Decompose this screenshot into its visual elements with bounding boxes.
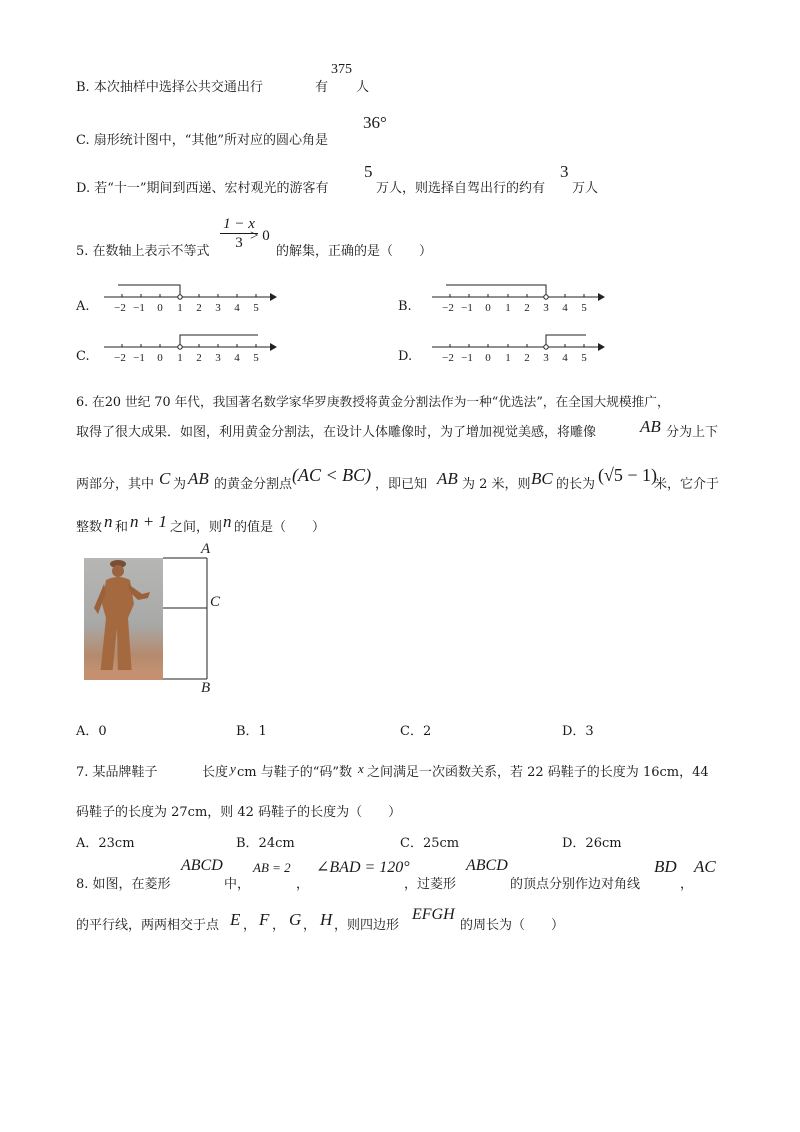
q5-label-a: A. xyxy=(76,299,90,314)
q6-line4-a: 整数 xyxy=(76,520,103,535)
q7-line1-x: x xyxy=(358,761,364,776)
q8-line1-b: 中， xyxy=(224,877,251,892)
q8-comma2: ， xyxy=(680,877,694,892)
q7-line1-a: 7. 某品牌鞋子 xyxy=(76,765,158,780)
q6-line4-n: n xyxy=(104,512,113,531)
q4-option-b xyxy=(76,76,263,95)
q4-option-c-value: 36° xyxy=(363,113,387,132)
q6-line3-condition: (AC < BC) xyxy=(292,465,372,485)
statue-silhouette xyxy=(84,558,163,680)
solution-bracket xyxy=(180,335,258,344)
q7-option-b: B．24cm xyxy=(236,836,295,851)
q5-numberline-d xyxy=(428,330,606,366)
tick-label: 5 xyxy=(581,302,587,314)
q6-option-d: D．3 xyxy=(562,724,594,739)
tick-label: 4 xyxy=(562,352,568,364)
q6-line4-c: 之间，则 xyxy=(170,520,223,535)
point-a-label: A xyxy=(201,541,211,557)
tick-label: 5 xyxy=(253,352,259,364)
q8-point-h: H xyxy=(320,910,333,929)
q4-option-b-text: B. 本次抽样中选择公共交通出行 xyxy=(76,80,263,95)
q7-line2: 码鞋子的长度为 27cm，则 42 码鞋子的长度为（ ） xyxy=(76,805,402,820)
q6-option-b: B．1 xyxy=(236,724,267,739)
q6-line3-ab: AB xyxy=(188,469,209,488)
solution-bracket xyxy=(118,285,180,294)
q6-line2-end: 分为上下 xyxy=(666,425,719,440)
tick-label: −2 xyxy=(114,302,126,314)
q6-line3-ab2: AB xyxy=(437,469,458,488)
numberline-arrow xyxy=(270,293,277,301)
q5-stem-pre: 5. 在数轴上表示不等式 xyxy=(76,244,210,259)
tick-label: 1 xyxy=(505,302,511,314)
open-point xyxy=(544,295,548,299)
q5-inequality-rest: > 0 xyxy=(250,228,270,244)
tick-label: −1 xyxy=(133,352,145,364)
tick-label: −1 xyxy=(461,352,473,364)
q5-stem-post: 的解集，正确的是（ ） xyxy=(276,244,433,259)
q6-line3-c: C xyxy=(159,469,171,488)
numberline-arrow xyxy=(598,293,605,301)
q7-option-a: A．23cm xyxy=(76,836,135,851)
q8-line1-c: ，过菱形 xyxy=(404,877,457,892)
tick-label: 1 xyxy=(505,352,511,364)
q6-line4-n1: n + 1 xyxy=(130,512,167,531)
point-b-label: B xyxy=(201,680,211,692)
q8-ab-equals: AB = 2 xyxy=(253,860,291,875)
tick-label: 0 xyxy=(485,352,491,364)
tick-label: 2 xyxy=(196,352,202,364)
q8-bd: BD xyxy=(654,857,677,876)
q8-line2-b: ，则四边形 xyxy=(334,918,400,933)
q6-line3-g: 的长为 xyxy=(556,477,596,492)
q6-line3-bc: BC xyxy=(531,469,553,488)
q8-angle: ∠BAD = 120° xyxy=(316,859,410,876)
q5-fraction-numerator: 1 − x xyxy=(223,216,255,232)
q8-point-g: G xyxy=(289,910,302,929)
q8-abcd2: ABCD xyxy=(466,857,508,874)
q8-line1-d: 的顶点分别作边对角线 xyxy=(510,877,641,892)
q6-line4-n2: n xyxy=(223,512,232,531)
tick-label: 4 xyxy=(234,302,240,314)
q7-line1-y: y xyxy=(230,761,236,776)
q7-line1-d: 之间满足一次函数关系，若 22 码鞋子的长度为 16cm，44 xyxy=(367,765,709,780)
point-c-label: C xyxy=(210,594,221,610)
tick-label: 4 xyxy=(562,302,568,314)
q4-option-d-num1: 5 xyxy=(364,162,373,181)
q4-option-b-number: 375 xyxy=(331,62,352,77)
tick-label: 5 xyxy=(253,302,259,314)
solution-bracket xyxy=(546,335,586,344)
tick-label: 0 xyxy=(485,302,491,314)
tick-label: −1 xyxy=(461,302,473,314)
q7-line1-b: 长度 xyxy=(202,765,229,780)
tick-label: −1 xyxy=(133,302,145,314)
numberline-arrow xyxy=(270,343,277,351)
tick-label: 0 xyxy=(157,352,163,364)
tick-label: 3 xyxy=(215,302,221,314)
q4-option-b-mid: 有 xyxy=(315,80,329,95)
open-point xyxy=(178,295,182,299)
q8-comma1: ， xyxy=(296,877,310,892)
q8-point-f: F xyxy=(259,910,270,929)
solution-bracket xyxy=(446,285,546,294)
q6-line3-b: 为 xyxy=(173,477,187,492)
q6-line3-h: 米，它介于 xyxy=(654,477,720,492)
q5-fraction-denominator: 3 xyxy=(235,235,243,251)
q6-line4-b: 和 xyxy=(115,520,129,535)
q8-line2-a: 的平行线，两两相交于点 xyxy=(76,918,220,933)
tick-label: 1 xyxy=(177,302,183,314)
q6-option-a: A．0 xyxy=(76,724,107,739)
tick-label: 0 xyxy=(157,302,163,314)
tick-label: −2 xyxy=(114,352,126,364)
q5-label-d: D. xyxy=(398,349,413,364)
q8-ac: AC xyxy=(694,857,716,876)
q6-line2: 取得了很大成果．如图，利用黄金分割法，在设计人体雕像时，为了增加视觉美感，将雕像 xyxy=(76,425,597,440)
tick-label: 1 xyxy=(177,352,183,364)
q6-line3-a: 两部分，其中 xyxy=(76,477,155,492)
tick-label: 3 xyxy=(543,302,549,314)
q8-line1-a: 8. 如图，在菱形 xyxy=(76,877,171,892)
q4-option-b-unit: 人 xyxy=(356,80,370,95)
q6-option-c: C．2 xyxy=(400,724,432,739)
q6-line3-value: (√5 − 1) xyxy=(598,465,658,485)
open-point xyxy=(544,345,548,349)
q4-option-d-pre: D. 若“十一”期间到西递、宏村观光的游客有 xyxy=(76,181,329,196)
q4-option-d-unit: 万人 xyxy=(572,181,599,196)
q8-sep2: ， xyxy=(272,918,286,933)
tick-label: 5 xyxy=(581,352,587,364)
q8-line2-c: 的周长为（ ） xyxy=(460,918,565,933)
q5-numberline-a xyxy=(100,280,278,316)
numberline-arrow xyxy=(598,343,605,351)
q8-point-e: E xyxy=(230,910,241,929)
q8-sep3: ， xyxy=(303,918,317,933)
q8-sep1: ， xyxy=(243,918,257,933)
q6-line2-ab: AB xyxy=(640,417,661,436)
q7-option-d: D．26cm xyxy=(562,836,622,851)
q6-line4-d: 的值是（ ） xyxy=(234,520,326,535)
q5-numberline-c xyxy=(100,330,278,366)
tick-label: −2 xyxy=(442,302,454,314)
tick-label: 2 xyxy=(524,352,530,364)
q5-label-b: B. xyxy=(398,299,412,314)
statue-photo xyxy=(84,558,163,680)
q6-segment-diagram xyxy=(163,540,233,692)
q5-numberline-b xyxy=(428,280,606,316)
tick-label: 4 xyxy=(234,352,240,364)
tick-label: 3 xyxy=(543,352,549,364)
q6-line3-d: 的黄金分割点 xyxy=(214,477,293,492)
q5-label-c: C. xyxy=(76,349,90,364)
q4-option-d-num2: 3 xyxy=(560,162,569,181)
tick-label: 2 xyxy=(196,302,202,314)
q4-option-d-mid: 万人，则选择自驾出行的约有 xyxy=(376,181,546,196)
q7-line1-c: cm 与鞋子的“码”数 xyxy=(237,765,353,780)
tick-label: 2 xyxy=(524,302,530,314)
tick-label: 3 xyxy=(215,352,221,364)
q6-line3-e: ，即已知 xyxy=(375,477,428,492)
q8-abcd: ABCD xyxy=(181,857,223,874)
q7-option-c: C．25cm xyxy=(400,836,460,851)
tick-label: −2 xyxy=(442,352,454,364)
open-point xyxy=(178,345,182,349)
q8-efgh: EFGH xyxy=(412,906,455,923)
q6-line1: 6. 在20 世纪 70 年代，我国著名数学家华罗庚教授将黄金分割法作为一种“优选法”，在全国大规模推广， xyxy=(76,394,670,409)
q6-line3-f: 为 2 米，则 xyxy=(462,477,531,492)
q4-option-c-text: C. 扇形统计图中，“其他”所对应的圆心角是 xyxy=(76,133,329,148)
